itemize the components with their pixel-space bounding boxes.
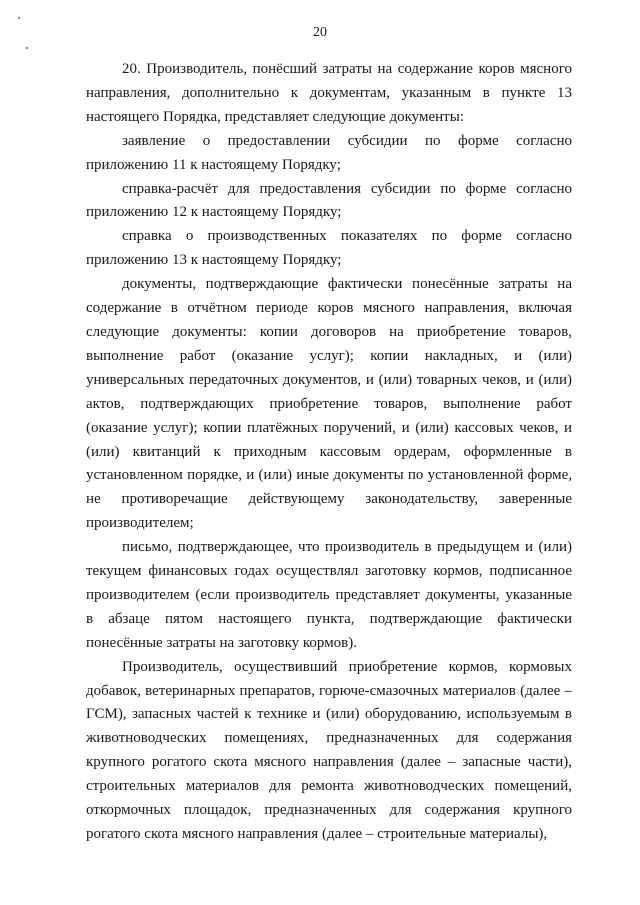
scan-artifact	[26, 47, 28, 49]
paragraph-production-indicators: справка о производственных показателях по форме согласно приложению 13 к настоящему Порядку;	[86, 228, 572, 269]
page-number: 20	[313, 25, 327, 40]
scan-artifact	[18, 17, 20, 19]
paragraph-application: заявление о предоставлении субсидии по форме согласно приложению 11 к настоящему Порядку;	[86, 132, 572, 173]
paragraph-item-20: 20. Производитель, понёсший затраты на содержание коров мясного направления, дополнительно к документам, указанным в пункте 13 настоящего Порядка, представляет следующие документы:	[86, 61, 572, 125]
paragraph-producer-purchases: Производитель, осуществивший приобретение кормов, кормовых добавок, ветеринарных препаратов, горюче-смазочных материалов (далее – ГСМ), запасных частей к технике и (или) оборудованию, используемым в животноводческих помещениях, предназначенных для содержания крупного рогатого скота мясного направления (далее – запасные части), строительных материалов для ремонта животноводческих помещений, откормочных площадок, предназначенных для содержания крупного рогатого скота мясного направления (далее – строительные материалы),	[86, 658, 572, 842]
paragraph-calculation: справка-расчёт для предоставления субсидии по форме согласно приложению 12 к настоящему Порядку;	[86, 180, 572, 221]
paragraph-letter: письмо, подтверждающее, что производитель в предыдущем и (или) текущем финансовых годах осуществлял заготовку кормов, подписанное производителем (если производитель представляет документы, указанные в абзаце пятом настоящего пункта, подтверждающие фактически понесённые затраты на заготовку кормов).	[86, 539, 572, 651]
paragraph-cost-documents: документы, подтверждающие фактически понесённые затраты на содержание в отчётном периоде коров мясного направления, включая следующие документы: копии договоров на приобретение товаров, выполнение работ (оказание услуг); копии накладных, и (или) универсальных передаточных документов, и (или) товарных чеков, и (или) актов, подтверждающих приобретение товаров, выполнение работ (оказание услуг); копии платёжных поручений, и (или) кассовых чеков, и (или) квитанций к приходным кассовым ордерам, оформленные в установленном порядке, и (или) иные документы по установленной форме, не противоречащие действующему законодательству, заверенные производителем;	[86, 276, 572, 532]
document-body	[86, 58, 572, 847]
